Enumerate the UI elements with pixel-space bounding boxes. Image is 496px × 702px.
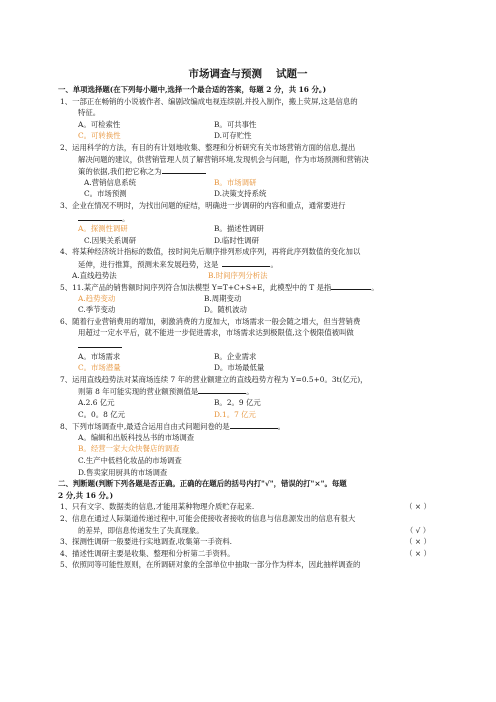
section-2-heading-line-2: 2 分,共 16 分。) — [58, 490, 114, 500]
question-2-line-2: 解决问题的建议，供营销管理人员了解营销环境,发现机会与问题，作为市场预测和营销决 — [78, 154, 369, 164]
tf-answer-3: （ × ） — [405, 537, 431, 547]
option-b-answer: B.时间序列分析法 — [208, 270, 268, 280]
section-2-heading-line-1: 二、判断题(判断下列各题是否正确。正确的在题后的括号内打"√"，错误的打"×"。每题 — [58, 479, 347, 489]
tf-question-1: 1、只有文字、数据类的信息,才能用某种物理介质贮存起来. （ × ） — [60, 501, 440, 513]
option-a: A。可检索性 — [78, 119, 121, 129]
tf-answer-2: （ √ ） — [405, 525, 431, 535]
answer-blank — [162, 165, 206, 174]
question-4-line-2: 延伸，进行推算，预测未来发展趋势，这是 。 — [78, 259, 278, 269]
option-d: D.决策支持系统 — [214, 189, 267, 199]
option-d: D。市场最低量 — [214, 363, 265, 373]
question-3-line-1: 3、企业在情况不明时，为找出问题的症结，明确进一步调研的内容和重点，通常要进行 — [60, 200, 346, 210]
tf-question-5-line-1: 5、依照同等可能性原则，在所调研对象的全部单位中抽取一部分作为样本，因此抽样调查的 — [60, 560, 361, 570]
question-2-line-1: 2、运用科学的方法，有目的有计划地收集、整理和分析研究有关市场营销方面的信息,提出 — [60, 142, 356, 152]
question-7-line-2: 则第 8 年可能实现的营业额预测值是 。 — [78, 387, 254, 397]
tf-question-3: 3、探测性调研一般要进行实地调查,收集第一手资料. （ × ） — [60, 536, 440, 548]
option-b: B。描述性调研 — [214, 224, 264, 234]
answer-blank — [78, 212, 122, 221]
option-b: B。可共事性 — [214, 119, 257, 129]
option-d: D。随机波动 — [204, 305, 247, 315]
option-b-answer: B。市场调研 — [214, 177, 257, 187]
title-main: 市场调查与预测 — [188, 68, 262, 80]
question-2-options-ab — [60, 177, 440, 189]
option-c-answer: C。可转换性 — [78, 131, 121, 141]
answer-blank — [331, 281, 371, 290]
question-5-options-ab — [60, 293, 440, 305]
tf-question-4: 4、描述性调研主要是收集、整理和分析第二手资料。 （ × ） — [60, 548, 440, 560]
tf-answer-4: （ × ） — [405, 548, 431, 558]
question-7-options-ab — [60, 397, 440, 409]
option-a-answer: A.趋势变动 — [78, 293, 116, 303]
question-8-line-1: 8、下列市场调查中,最适合运用自由式问题问卷的是 。 — [60, 422, 286, 432]
question-6-options-cd — [60, 362, 440, 374]
page-title — [0, 67, 496, 81]
question-1-line-2: 特征。 — [78, 108, 101, 118]
tf-question-2-line-1: 2、信息在通过人际渠道传递过程中,可能会使接收者接收的信息与信息源发出的信息有很大 — [60, 513, 356, 523]
answer-blank — [78, 339, 122, 348]
question-5-line-1: 5、11.某产品的销售额时间序列符合加法模型 Y=T+C+S+E，此模型中的 T 是指 。 — [60, 283, 379, 293]
option-a: A。编辑和出版科技丛书的市场调查 — [78, 432, 195, 442]
question-7-line-1: 7、运用直线趋势法对某商场连续 7 年的营业额建立的直线趋势方程为 Y=0.5+0。3t(亿元)， — [60, 374, 368, 384]
question-4-line-1: 4、将某种经济统计指标的数值，按时间先后顺序排列形成序列，再将此序列数值的变化加以 — [60, 247, 361, 257]
question-3-line-2: 。 — [60, 212, 440, 224]
question-2-line-3: 策的依据,我们把它称之为 — [60, 165, 440, 177]
option-c: C。0。8 亿元 — [78, 409, 125, 419]
question-6-line-1: 6、随着行业营销费用的增加，刺激消费的力度加大，市场需求一般会随之增大，但当营销费 — [60, 316, 361, 326]
section-1-heading: 一、单项选择题(在下列每小题中,选择一个最合适的答案，每题 2 分，共 16 分。) — [58, 85, 327, 94]
option-b-answer: B。经营一家大众快餐店的调查 — [78, 444, 180, 454]
question-2-options-cd — [60, 188, 440, 200]
option-d: D.可存贮性 — [214, 131, 252, 141]
question-6-line-2: 用超过一定水平后，就不能进一步促进需求，市场需求达到极限值,这个极限值被叫做 — [78, 328, 354, 338]
question-1-options-cd — [60, 130, 440, 142]
question-3-options-cd — [60, 235, 440, 247]
question-5-options-cd — [60, 304, 440, 316]
tf-question-2-line-2: 的差异，即信息传递发生了失真现象。 （ √ ） — [60, 525, 440, 537]
option-d: D.售卖家用厨具的市场调查 — [78, 467, 168, 477]
question-6-line-3 — [60, 339, 440, 351]
option-a: A.直线趋势法 — [72, 270, 117, 280]
option-c: C。市场预测 — [84, 189, 127, 199]
question-1-options-ab — [60, 119, 440, 131]
option-d-answer: D.1。7 亿元 — [214, 409, 256, 419]
answer-blank — [230, 420, 278, 429]
option-a: A.2.6 亿元 — [78, 398, 115, 408]
option-c-answer: C。市场潜量 — [78, 363, 121, 373]
tf-answer-1: （ × ） — [405, 502, 431, 512]
option-b: B。企业需求 — [214, 351, 257, 361]
question-3-options-ab — [60, 223, 440, 235]
question-6-options-ab — [60, 351, 440, 363]
option-c: C.生产中低档化妆品的市场调查 — [78, 456, 182, 465]
option-a: A。市场需求 — [78, 351, 121, 361]
answer-blank — [222, 258, 270, 267]
title-suffix: 试题一 — [276, 68, 308, 80]
question-1-line-1: 1、一部正在畅销的小说被作者、编剧改编成电视连续剧,并投入制作，搬上荧屏,这是信息的 — [60, 96, 358, 106]
question-4-options — [60, 270, 440, 282]
option-d: D.临时性调研 — [214, 235, 259, 245]
option-c: C.因果关系调研 — [84, 235, 137, 245]
option-a: A.营销信息系统 — [84, 177, 137, 187]
option-b: B。2。9 亿元 — [214, 398, 261, 408]
option-c: C.季节变动 — [78, 305, 116, 315]
option-a-answer: A。探测性调研 — [78, 224, 128, 234]
question-7-options-cd — [60, 409, 440, 421]
option-b: B.周期变动 — [204, 293, 242, 303]
answer-blank — [198, 385, 246, 394]
exam-content — [60, 84, 440, 571]
